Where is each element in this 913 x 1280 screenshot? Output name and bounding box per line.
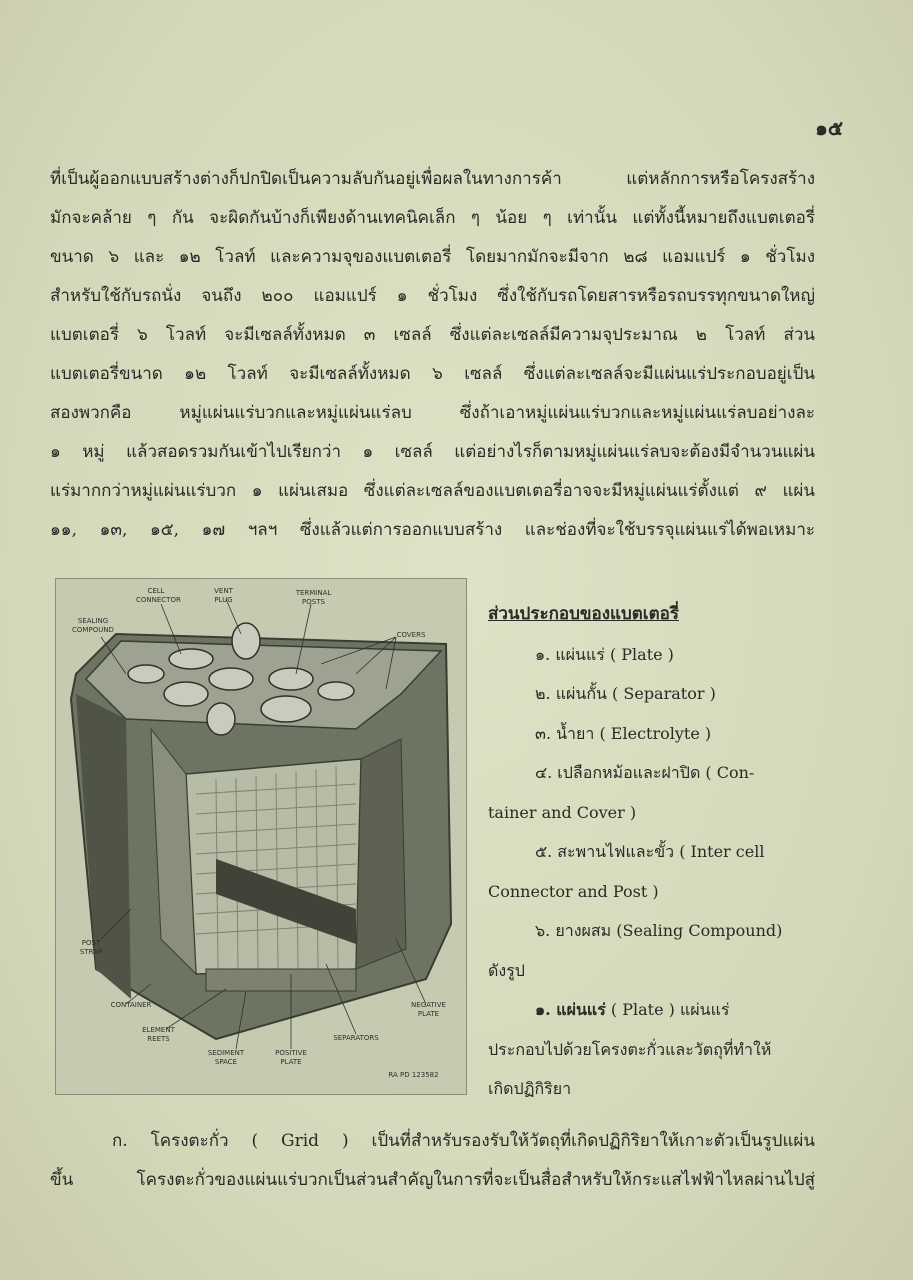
- label-positive-plate: POSITIVE PLATE: [275, 1049, 307, 1066]
- text-line: สองพวกคือ หมู่แผ่นแร่บวกและหมู่แผ่นแร่ลบ ซึ่งถ้าเอาหมู่แผ่นแร่บวกและหมู่แผ่นแร่ลบอย่างละ: [50, 403, 815, 423]
- plate-section-rest: ( Plate ) แผ่นแร่: [605, 1000, 730, 1019]
- plate-section-title: ๑. แผ่นแร่: [535, 1000, 606, 1019]
- label-separators: SEPARATORS: [333, 1034, 379, 1042]
- list-item: ๑. แผ่นแร่ ( Plate ): [535, 644, 674, 664]
- text-line: ๑ หมู่ แล้วสอดรวมกันเข้าไปเรียกว่า ๑ เซลล์ แต่อย่างไรก็ตามหมู่แผ่นแร่ลบจะต้องมีจำนวนแผ่น: [50, 442, 815, 462]
- label-container: CONTAINER: [110, 1001, 152, 1009]
- label-element-rests: ELEMENT REETS: [142, 1026, 175, 1043]
- text-line: เกิดปฏิกิริยา: [488, 1079, 572, 1098]
- text-line: ที่เป็นผู้ออกแบบสร้างต่างก็ปกปิดเป็นความลับกันอยู่เพื่อผลในทางการค้า แต่หลักการหรือโครงสร้าง: [50, 169, 815, 189]
- plate-section-intro: [488, 990, 813, 1030]
- list-item: ๔. เปลือกหม้อและฝาปิด ( Con-: [535, 763, 755, 782]
- text-line: ขนาด ๖ และ ๑๒ โวลท์ และความจุของแบตเตอรี่ โดยมากมักจะมีจาก ๒๘ แอมแปร์ ๑ ชั่วโมง: [50, 247, 815, 267]
- text-line: สำหรับใช้กับรถนั่ง จนถึง ๒๐๐ แอมแปร์ ๑ ชั่วโมง ซึ่งใช้กับรถโดยสารหรือรถบรรทุกขนาดใหญ่: [50, 286, 815, 306]
- list-item: ๕. สะพานไฟและขั้ว ( Inter cell: [535, 842, 765, 861]
- label-negative-plate: NEGATIVE PLATE: [411, 1001, 446, 1018]
- text-line: แบตเตอรี่ ๖ โวลท์ จะมีเซลล์ทั้งหมด ๓ เซลล์ ซึ่งแต่ละเซลล์มีความจุประมาณ ๒ โวลท์ ส่วน: [50, 325, 815, 345]
- label-post-strap: POST STRAP: [79, 939, 103, 956]
- components-list: [488, 595, 813, 1109]
- label-covers: COVERS: [396, 631, 426, 639]
- list-item-continuation: Connector and Post ): [488, 881, 659, 901]
- list-item: ๒. แผ่นกั้น ( Separator ): [535, 684, 716, 703]
- list-item-continuation: tainer and Cover ): [488, 802, 637, 822]
- page-number: ๑๕: [815, 116, 843, 140]
- components-heading: ส่วนประกอบของแบตเตอรี่: [488, 604, 680, 624]
- grid-paragraph: [50, 1122, 815, 1200]
- text-line: ขึ้น โครงตะกั่วของแผ่นแร่บวกเป็นส่วนสำคัญในการที่จะเป็นสื่อสำหรับให้กระแสไฟฟ้าไหลผ่านไปสู่: [50, 1170, 815, 1190]
- intro-paragraph: [50, 160, 815, 550]
- list-item: ๖. ยางผสม (Sealing Compound): [535, 921, 783, 940]
- list-item: ๓. น้ำยา ( Electrolyte ): [535, 723, 712, 743]
- text-line: มักจะคล้าย ๆ กัน จะผิดกันบ้างก็เพียงด้านเทคนิคเล็ก ๆ น้อย ๆ เท่านั้น แต่ทั้งนี้หมายถึงแบตเตอรี่: [50, 208, 815, 228]
- label-cell-connector: CELL CONNECTOR: [136, 587, 181, 604]
- label-sealing-compound: SEALING COMPOUND: [72, 617, 114, 634]
- text-line: ๑๑, ๑๓, ๑๕, ๑๗ ฯลฯ ซึ่งแล้วแต่การออกแบบสร้าง และช่องที่จะใช้บรรจุแผ่นแร่ได้พอเหมาะ: [50, 520, 815, 540]
- label-vent-plug: VENT PLUG: [214, 587, 233, 604]
- label-terminal-posts: TERMINAL POSTS: [295, 589, 332, 606]
- text-line: ก. โครงตะกั่ว ( Grid ) เป็นที่สำหรับรองรับให้วัตถุที่เกิดปฏิกิริยาให้เกาะตัวเป็นรูปแผ่น: [112, 1131, 815, 1151]
- battery-cutaway-figure: [55, 578, 467, 1095]
- label-sediment-space: SEDIMENT SPACE: [207, 1049, 245, 1066]
- text-line: ประกอบไปด้วยโครงตะกั่วและวัตถุที่ทำให้: [488, 1039, 772, 1059]
- text-line: แบตเตอรี่ขนาด ๑๒ โวลท์ จะมีเซลล์ทั้งหมด ๖ เซลล์ ซึ่งแต่ละเซลล์จะมีแผ่นแร่ประกอบอยู่เป็น: [50, 364, 815, 384]
- figure-reference: RA PD 123582: [388, 1071, 439, 1079]
- text-line: แร่มากกว่าหมู่แผ่นแร่บวก ๑ แผ่นเสมอ ซึ่งแต่ละเซลล์ของแบตเตอรี่อาจจะมีหมู่แผ่นแร่ตั้งแต่ ๙ แผ่น: [50, 481, 815, 501]
- as-shown-text: ดังรูป: [488, 960, 525, 980]
